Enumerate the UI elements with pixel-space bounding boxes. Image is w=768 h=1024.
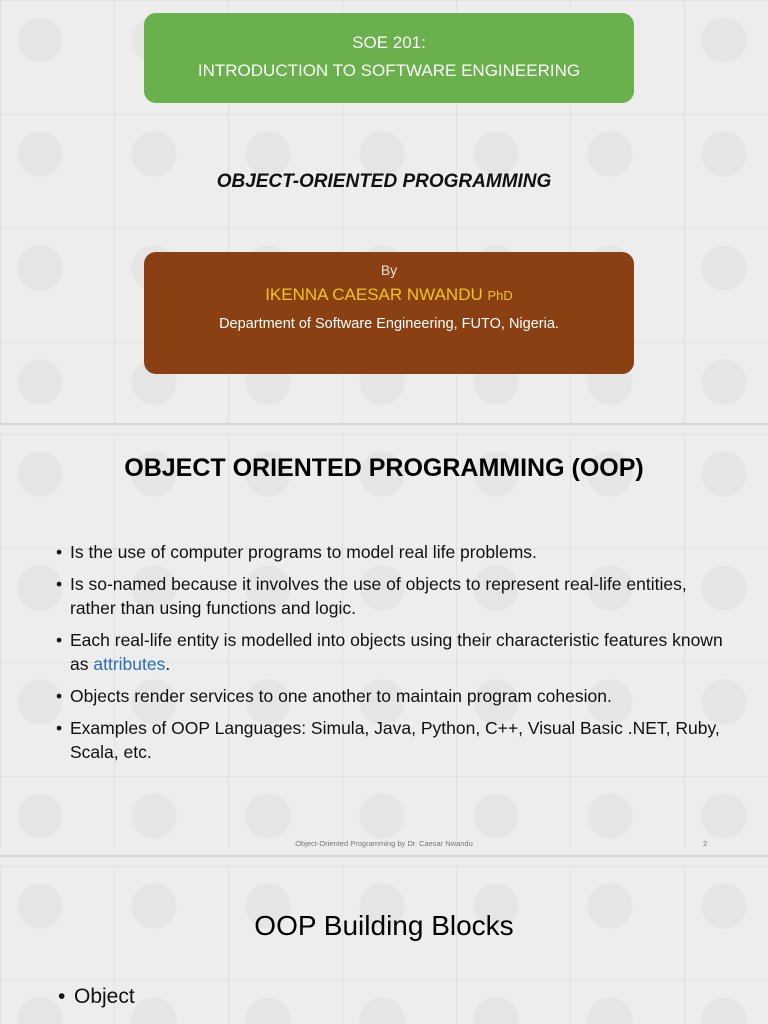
course-title: INTRODUCTION TO SOFTWARE ENGINEERING [197, 61, 581, 80]
slide-subtitle: OBJECT-ORIENTED PROGRAMMING [216, 171, 552, 192]
oop-definition-slide [0, 434, 768, 848]
bullet-list [58, 982, 135, 1012]
slide-footer: Object-Oriented Programming by Dr. Caesar Nwandu [295, 839, 473, 848]
bullet-text: Is so-named because it involves the use of objects to represent real-life entities, rather than using functions and logic. [70, 574, 687, 618]
bullet-list [56, 540, 736, 772]
bullet-text: Objects render services to one another to maintain program cohesion. [70, 686, 612, 706]
bullet-icon: • [58, 985, 66, 1008]
bullet-icon: • [56, 574, 63, 594]
slide-title: OOP Building Blocks [254, 910, 514, 941]
list-item [56, 572, 736, 620]
attributes-highlight: attributes [93, 654, 166, 674]
course-banner [144, 13, 634, 103]
bullet-icon: • [56, 686, 63, 706]
list-item [56, 540, 736, 564]
slide-divider [0, 423, 768, 425]
building-blocks-slide [0, 866, 768, 1024]
page-number: 2 [703, 839, 708, 848]
list-item [56, 628, 736, 676]
author-banner [144, 252, 634, 374]
bullet-suffix: . [165, 654, 171, 674]
bullet-text: Object [74, 985, 135, 1008]
bullet-text: Examples of OOP Languages: Simula, Java, Python, C++, Visual Basic .NET, Ruby, Scala, etc. [70, 718, 720, 762]
bullet-icon: • [56, 542, 63, 562]
author-name: IKENNA CAESAR NWANDU [265, 285, 483, 304]
slide-title: OBJECT ORIENTED PROGRAMMING (OOP) [124, 454, 644, 482]
author-by-label: By [380, 262, 398, 278]
bullet-icon: • [56, 718, 63, 738]
author-name-line [144, 280, 634, 311]
author-department: Department of Software Engineering, FUTO, Nigeria. [219, 316, 559, 332]
course-code: SOE 201: [352, 33, 426, 52]
bullet-text: Each real-life entity is modelled into objects using their characteristic features known as [70, 630, 723, 674]
title-slide [0, 0, 768, 423]
list-item [56, 684, 736, 708]
bullet-text: Is the use of computer programs to model real life problems. [70, 542, 537, 562]
author-degree: PhD [487, 288, 513, 303]
list-item [56, 716, 736, 764]
list-item [58, 982, 135, 1012]
bullet-icon: • [56, 630, 63, 650]
slide-divider [0, 855, 768, 857]
